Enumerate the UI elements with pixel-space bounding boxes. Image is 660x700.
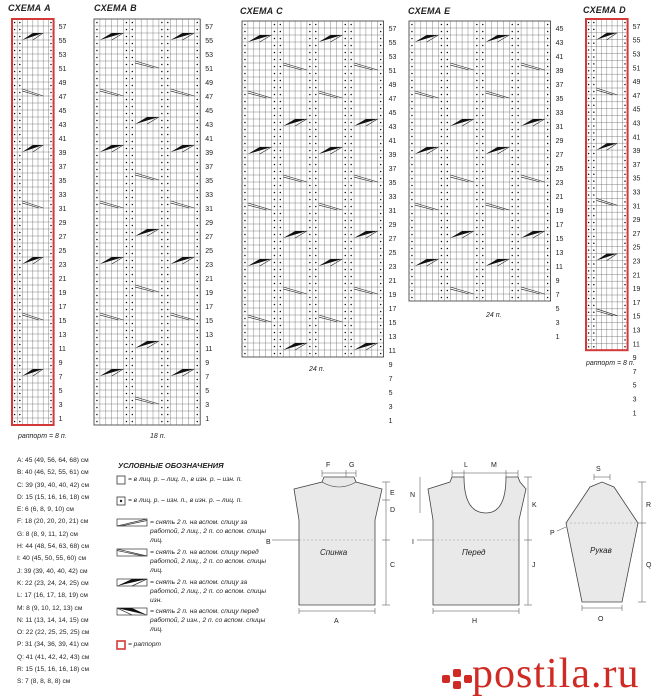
row-number-label: 35 — [632, 175, 641, 183]
row-number-label: 3 — [205, 402, 210, 409]
measurement-l: L: 17 (16, 17, 18, 19) см — [17, 592, 88, 600]
chart-c-title: СХЕМА C — [240, 6, 283, 16]
row-number-label: 3 — [632, 396, 637, 404]
row-number-label: 13 — [58, 332, 67, 339]
row-number-label: 27 — [388, 236, 397, 243]
chart-b-grid — [94, 19, 220, 427]
measurement-e: E: 6 (6, 8, 9, 10) см — [17, 506, 74, 514]
measurement-j: J: 39 (39, 40, 40, 42) см — [17, 567, 88, 575]
row-number-label: 7 — [58, 374, 63, 381]
row-number-label: 33 — [555, 110, 564, 117]
row-number-label: 47 — [205, 94, 213, 101]
sleeve-piece-name: Рукав — [590, 546, 612, 555]
row-number-label: 5 — [555, 306, 560, 313]
row-number-label: 45 — [205, 108, 213, 115]
dim-label-n: N — [410, 492, 416, 499]
row-number-label: 55 — [58, 38, 67, 45]
dim-label-q: Q — [646, 562, 652, 569]
row-number-label: 33 — [58, 192, 67, 199]
chart-e-stitch-label: 24 п. — [486, 312, 502, 319]
row-number-label: 39 — [555, 68, 564, 75]
measurement-p: P: 31 (34, 36, 39, 41) см — [17, 641, 89, 649]
measurement-b: B: 40 (46, 52, 55, 61) см — [17, 469, 89, 477]
row-number-label: 51 — [388, 68, 397, 75]
legend-item-cross-black-left: = снять 2 п. на вспом. спицу перед работой, 2 изн., 2 п. со вспом. спицы лиц. — [116, 607, 275, 634]
row-number-label: 29 — [555, 138, 564, 145]
row-number-label: 47 — [388, 96, 397, 103]
row-number-label: 49 — [58, 80, 67, 87]
row-number-label: 35 — [388, 180, 397, 187]
row-number-label: 29 — [58, 220, 67, 227]
row-number-label: 17 — [58, 304, 67, 311]
row-number-label: 11 — [205, 346, 213, 353]
measurement-r: R: 15 (15, 16, 16, 18) см — [17, 666, 89, 674]
legend-item-purl: = в лиц. р. – изн. п., в изн. р. – лиц. п. — [116, 496, 278, 506]
row-number-label: 23 — [632, 258, 641, 266]
dim-label-m: M — [491, 462, 497, 469]
row-number-label: 55 — [632, 37, 641, 45]
row-number-label: 21 — [58, 276, 67, 283]
row-number-label: 33 — [388, 194, 397, 201]
row-number-label: 9 — [58, 360, 63, 367]
row-number-label: 25 — [58, 248, 67, 255]
row-number-label: 13 — [632, 327, 641, 335]
dim-label-g: G — [349, 462, 355, 469]
dim-label-p: P — [550, 530, 555, 537]
row-number-label: 53 — [205, 52, 213, 59]
row-number-label: 25 — [388, 250, 397, 257]
row-number-label: 57 — [388, 26, 397, 33]
measurement-c: C: 39 (39, 40, 40, 42) см — [17, 481, 89, 489]
dim-label-o: O — [598, 616, 604, 623]
row-number-label: 23 — [205, 262, 213, 269]
measurement-k: K: 22 (23, 24, 24, 25) см — [17, 579, 89, 587]
row-number-label: 29 — [632, 217, 641, 225]
dim-label-c: C — [390, 562, 396, 569]
row-number-label: 23 — [58, 262, 67, 269]
row-number-label: 3 — [58, 402, 63, 409]
legend-title: УСЛОВНЫЕ ОБОЗНАЧЕНИЯ — [118, 461, 224, 470]
chart-e-cells — [409, 21, 551, 301]
row-number-label: 11 — [555, 264, 563, 271]
red-square-icon — [116, 640, 128, 650]
row-number-label: 19 — [58, 290, 67, 297]
row-number-label: 1 — [388, 418, 393, 425]
chart-c-stitch-label: 24 п. — [309, 366, 325, 373]
row-number-label: 7 — [388, 376, 393, 383]
row-number-label: 31 — [555, 124, 564, 131]
measurement-n: N: 11 (13, 14, 14, 15) см — [17, 616, 89, 624]
chart-a-repeat-label: раппорт = 8 п. — [18, 433, 67, 440]
row-number-label: 57 — [632, 23, 641, 31]
measurement-f: F: 18 (20, 20, 20, 21) см — [17, 518, 89, 526]
row-number-label: 19 — [388, 292, 397, 299]
dim-label-s: S — [596, 466, 601, 473]
row-number-label: 15 — [632, 313, 641, 321]
chart-a-cells — [12, 19, 54, 425]
row-number-label: 37 — [205, 164, 213, 171]
row-number-label: 33 — [632, 189, 641, 197]
row-number-label: 53 — [632, 51, 641, 59]
row-number-label: 25 — [555, 166, 564, 173]
chart-a-grid — [12, 19, 74, 427]
cable-right-icon — [116, 518, 150, 528]
row-number-label: 9 — [632, 355, 637, 363]
dim-label-b: B — [266, 539, 271, 546]
front-piece-name: Перед — [462, 548, 486, 557]
measurement-d: D: 15 (15, 16, 16, 18) см — [17, 493, 89, 501]
chart-c-cells — [242, 21, 384, 357]
row-number-label: 25 — [632, 244, 641, 252]
row-number-label: 9 — [555, 278, 560, 285]
row-number-label: 11 — [632, 341, 640, 349]
row-number-label: 21 — [388, 278, 397, 285]
dim-label-e: E — [390, 490, 395, 497]
row-number-label: 29 — [388, 222, 397, 229]
row-number-label: 5 — [388, 390, 393, 397]
row-number-label: 15 — [555, 236, 564, 243]
cable-purl-left-icon — [116, 607, 150, 617]
back-outline — [294, 477, 382, 605]
measurement-g: G: 8 (8, 9, 11, 12) см — [17, 530, 78, 538]
row-number-label: 1 — [632, 410, 637, 418]
row-number-label: 37 — [58, 164, 67, 171]
row-number-label: 49 — [632, 79, 641, 87]
row-number-label: 43 — [555, 40, 564, 47]
row-number-label: 27 — [58, 234, 67, 241]
measurement-s: S: 7 (8, 8, 8, 8) см — [17, 678, 71, 686]
dim-label-l: L — [464, 462, 468, 469]
row-number-label: 35 — [205, 178, 213, 185]
row-number-label: 1 — [58, 416, 63, 423]
row-number-label: 21 — [205, 276, 213, 283]
row-number-label: 3 — [555, 320, 560, 327]
dot-square-icon — [116, 496, 128, 506]
row-number-label: 11 — [388, 348, 396, 355]
row-number-label: 27 — [555, 152, 564, 159]
measurement-o: O: 22 (22, 25, 25, 25) см — [17, 629, 90, 637]
legend-item-repeat: = раппорт — [116, 640, 278, 650]
row-number-label: 27 — [205, 234, 213, 241]
row-number-label: 5 — [632, 382, 637, 390]
row-number-label: 51 — [58, 66, 67, 73]
row-number-label: 19 — [205, 290, 213, 297]
row-number-label: 17 — [555, 222, 564, 229]
row-number-label: 49 — [205, 80, 213, 87]
dim-label-k: K — [532, 502, 537, 509]
back-piece-name: Спинка — [320, 548, 348, 557]
row-number-label: 7 — [555, 292, 560, 299]
measurement-q: Q: 41 (41, 42, 42, 43) см — [17, 653, 90, 661]
cable-left-icon — [116, 548, 150, 558]
dim-label-h: H — [472, 618, 478, 625]
postila-logo-text: postila.ru — [472, 651, 640, 697]
measurement-i: I: 40 (45, 50, 55, 60) см — [17, 555, 87, 563]
legend-item-knit: = в лиц. р. – лиц. п., в изн. р. – изн. п. — [116, 475, 278, 485]
row-number-label: 9 — [205, 360, 210, 367]
empty-square-icon — [116, 475, 128, 485]
row-number-label: 13 — [205, 332, 213, 339]
row-number-label: 43 — [58, 122, 67, 129]
row-number-label: 13 — [388, 334, 397, 341]
sleeve-outline — [566, 482, 638, 602]
row-number-label: 55 — [205, 38, 213, 45]
measurement-m: M: 8 (9, 10, 12, 13) см — [17, 604, 83, 612]
measurement-a: A: 45 (49, 56, 64, 68) см — [17, 457, 89, 464]
row-number-label: 41 — [555, 54, 564, 61]
row-number-label: 49 — [388, 82, 397, 89]
chart-b-cells — [94, 19, 200, 425]
row-number-label: 45 — [555, 26, 564, 33]
row-number-label: 33 — [205, 192, 213, 199]
row-number-label: 7 — [205, 374, 210, 381]
row-number-label: 1 — [205, 416, 210, 423]
row-number-label: 21 — [632, 272, 641, 280]
row-number-label: 43 — [632, 120, 641, 128]
row-number-label: 53 — [388, 54, 397, 61]
row-number-label: 31 — [205, 206, 213, 213]
row-number-label: 51 — [632, 65, 641, 73]
row-number-label: 55 — [388, 40, 397, 47]
row-number-label: 25 — [205, 248, 213, 255]
row-number-label: 37 — [388, 166, 397, 173]
row-number-label: 47 — [58, 94, 67, 101]
dim-label-d: D — [390, 507, 396, 514]
front-schematic — [408, 455, 548, 630]
row-number-label: 47 — [632, 92, 641, 100]
dim-label-r: R — [646, 502, 652, 509]
chart-e-title: СХЕМА E — [408, 6, 451, 16]
row-number-label: 51 — [205, 66, 213, 73]
row-number-label: 15 — [205, 318, 213, 325]
row-number-label: 31 — [58, 206, 67, 213]
row-number-label: 15 — [388, 320, 397, 327]
chart-a-title: СХЕМА A — [8, 3, 51, 13]
row-number-label: 3 — [388, 404, 393, 411]
measurements-list — [17, 455, 89, 689]
front-outline — [428, 477, 526, 605]
row-number-label: 31 — [632, 203, 641, 211]
row-number-label: 41 — [388, 138, 397, 145]
row-number-label: 23 — [388, 264, 397, 271]
dim-label-f: F — [326, 462, 331, 469]
row-number-label: 45 — [388, 110, 397, 117]
row-number-label: 9 — [388, 362, 393, 369]
row-number-label: 57 — [58, 24, 67, 31]
row-number-label: 7 — [632, 368, 637, 376]
back-schematic — [262, 455, 402, 630]
row-number-label: 29 — [205, 220, 213, 227]
row-number-label: 13 — [555, 250, 564, 257]
row-number-label: 19 — [555, 208, 564, 215]
row-number-label: 53 — [58, 52, 67, 59]
row-number-label: 41 — [58, 136, 67, 143]
row-number-label: 43 — [388, 124, 397, 131]
row-number-label: 15 — [58, 318, 67, 325]
cable-purl-right-icon — [116, 578, 150, 588]
measurement-h: H: 44 (48, 54, 63, 68) см — [17, 543, 89, 551]
dim-label-i: I — [412, 539, 414, 546]
row-number-label: 19 — [632, 286, 641, 294]
row-number-label: 45 — [58, 108, 67, 115]
row-number-label: 39 — [58, 150, 67, 157]
row-number-label: 43 — [205, 122, 213, 129]
row-number-label: 23 — [555, 180, 564, 187]
row-number-label: 37 — [632, 161, 641, 169]
row-number-label: 17 — [205, 304, 213, 311]
row-number-label: 31 — [388, 208, 397, 215]
row-number-label: 41 — [205, 136, 213, 143]
row-number-label: 1 — [555, 334, 560, 341]
row-number-label: 39 — [388, 152, 397, 159]
sleeve-schematic — [550, 455, 658, 630]
dim-label-a: A — [334, 618, 339, 625]
row-number-label: 39 — [205, 150, 213, 157]
chart-d-title: СХЕМА D — [583, 5, 626, 15]
row-number-label: 57 — [205, 24, 213, 31]
chart-d-cells — [586, 19, 628, 350]
chart-d-repeat-label: раппорт = 8 п. — [586, 360, 635, 367]
row-number-label: 11 — [58, 346, 66, 353]
chart-b-title: СХЕМА B — [94, 3, 137, 13]
row-number-label: 35 — [555, 96, 564, 103]
row-number-label: 45 — [632, 106, 641, 114]
row-number-label: 5 — [205, 388, 210, 395]
row-number-label: 5 — [58, 388, 63, 395]
legend-item-cross-right: = снять 2 п. на вспом. спицу за работой, 2 лиц., 2 п. со вспом. спицы лиц. — [116, 518, 275, 545]
row-number-label: 17 — [388, 306, 397, 313]
row-number-label: 27 — [632, 230, 641, 238]
row-number-label: 17 — [632, 299, 641, 307]
row-number-label: 35 — [58, 178, 67, 185]
row-number-label: 21 — [555, 194, 564, 201]
row-number-label: 41 — [632, 134, 641, 142]
legend-item-cross-left: = снять 2 п. на вспом. спицу перед работой, 2 лиц., 2 п. со вспом. спицы лиц. — [116, 548, 275, 575]
row-number-label: 39 — [632, 148, 641, 156]
chart-b-stitch-label: 18 п. — [150, 433, 166, 440]
dim-label-j: J — [532, 562, 536, 569]
legend-item-cross-black-right: = снять 2 п. на вспом. спицу за работой, 2 лиц., 2 п. со вспом. спицы изн. — [116, 578, 275, 605]
row-number-label: 37 — [555, 82, 564, 89]
